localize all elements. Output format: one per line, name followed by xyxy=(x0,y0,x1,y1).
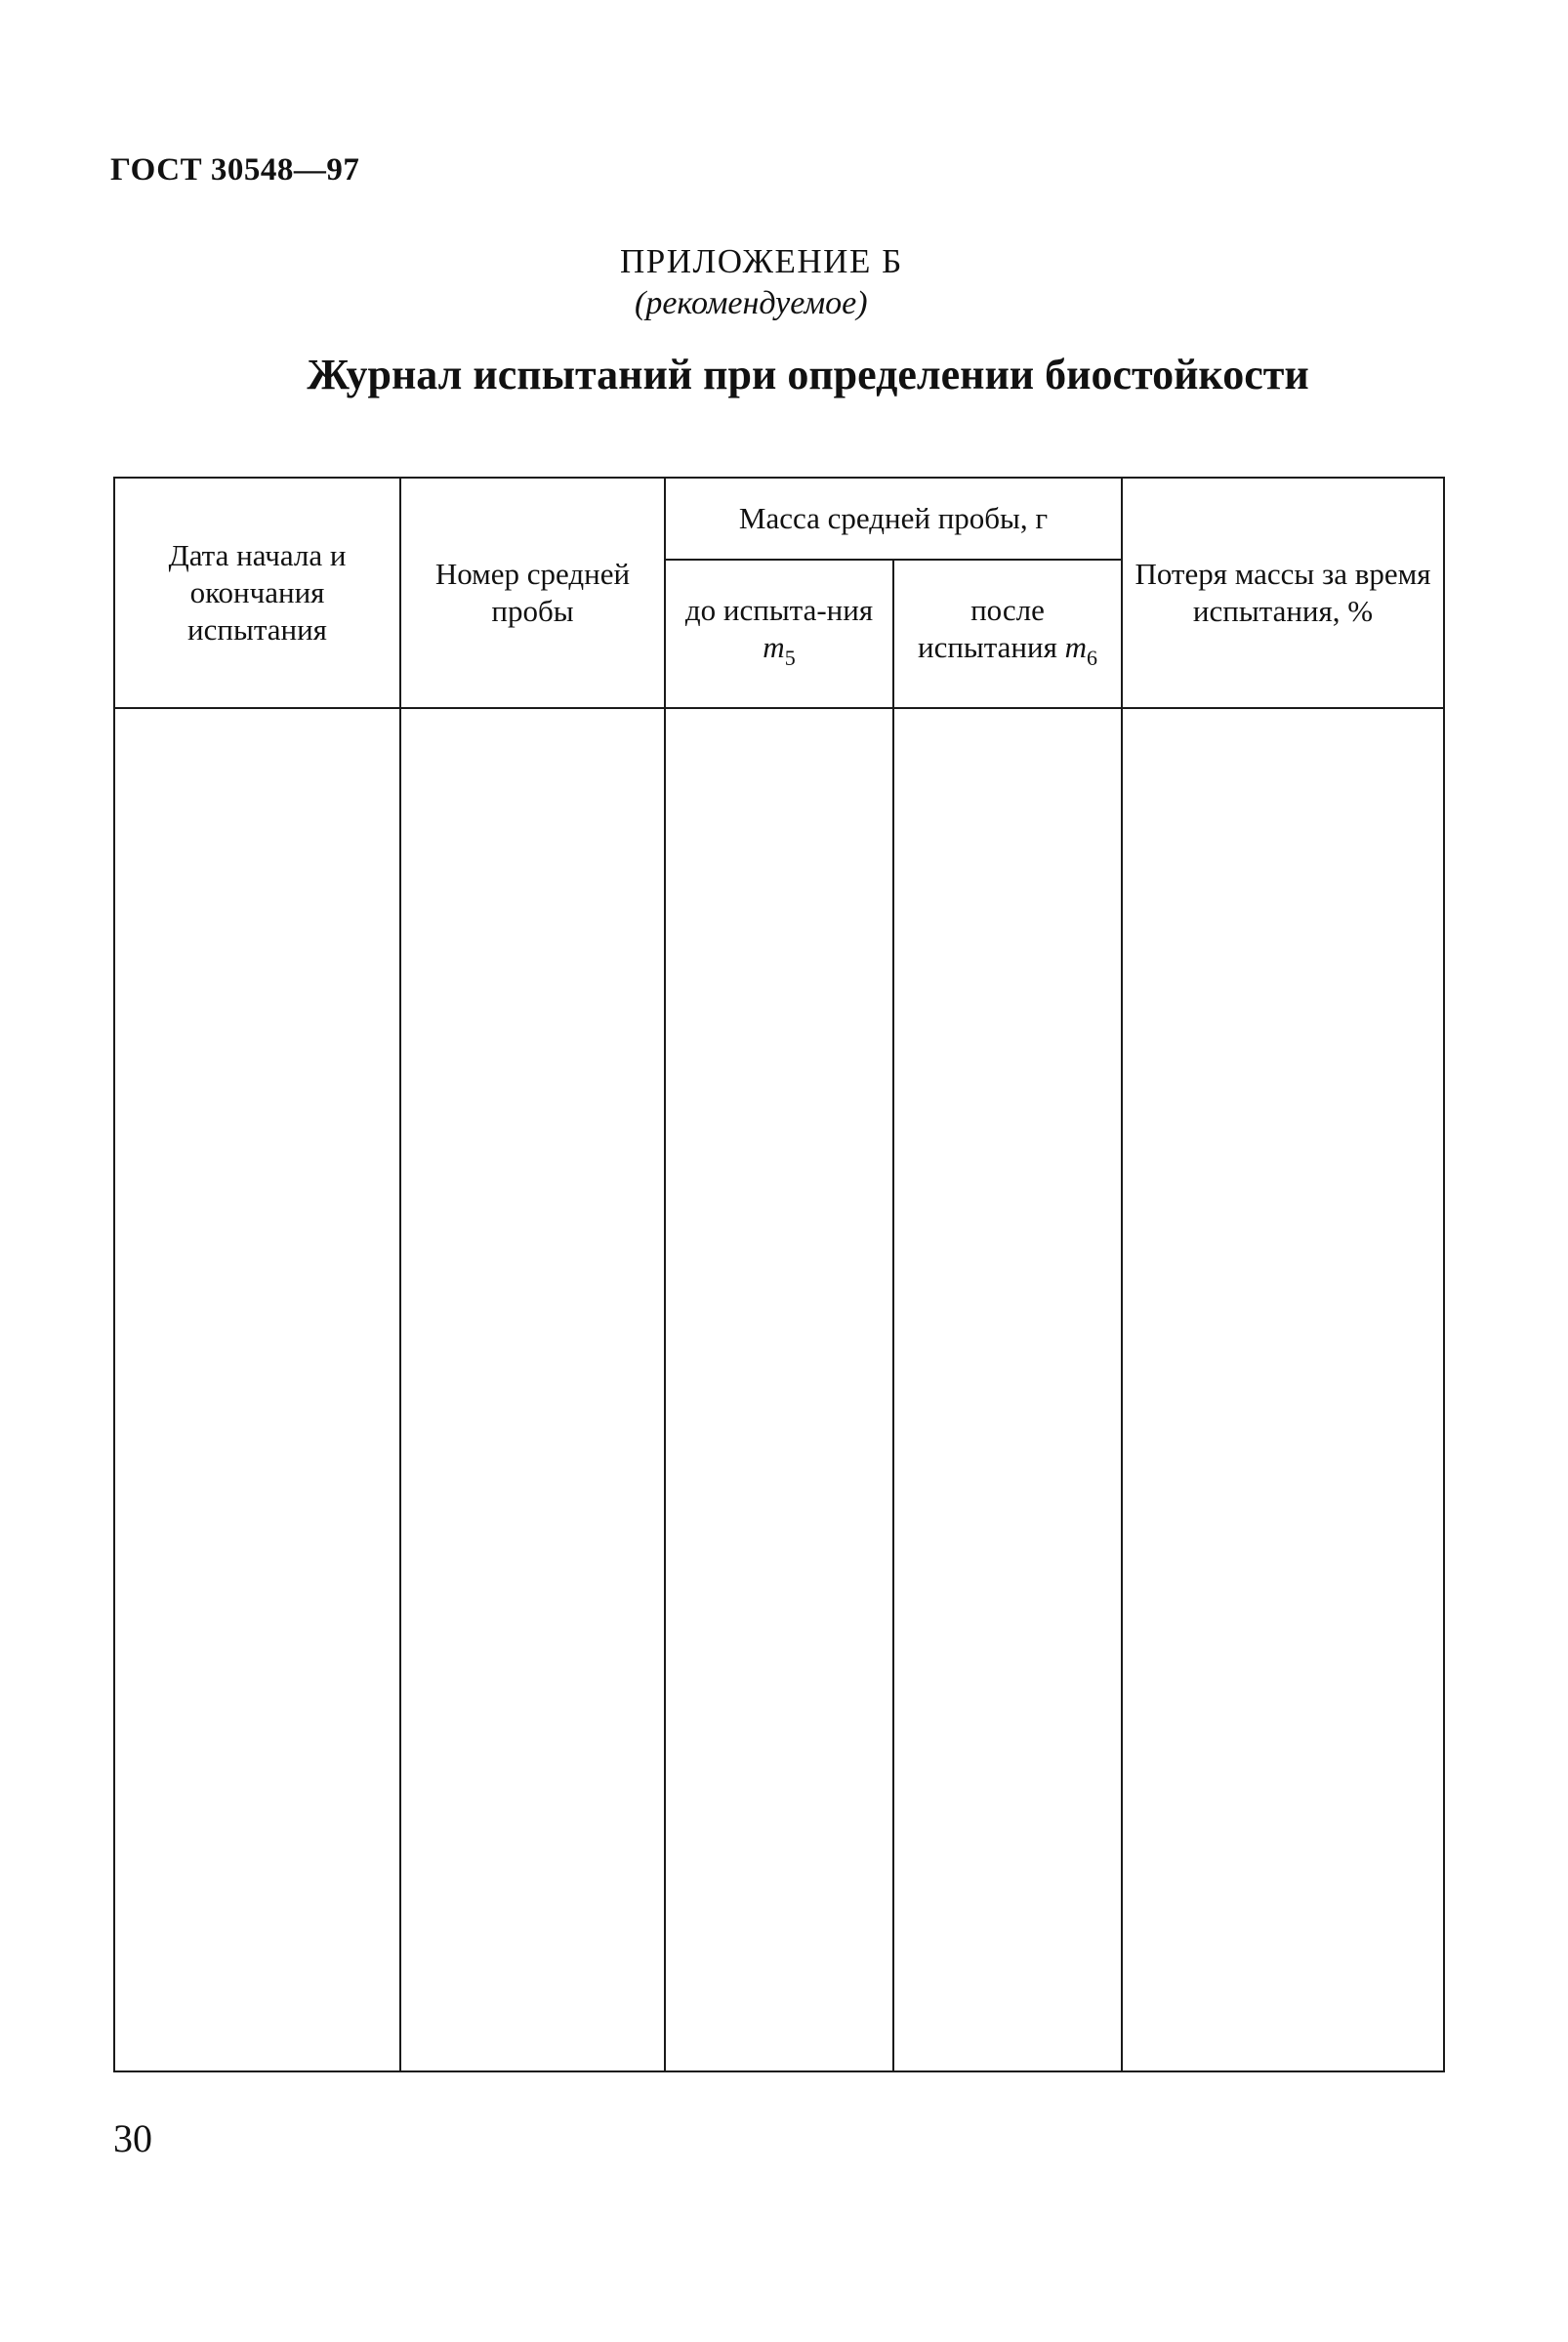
page-title: Журнал испытаний при определении биостойкости xyxy=(307,351,1309,398)
header-mass-loss-label: Потеря массы за время испытания, % xyxy=(1135,557,1431,628)
header-mass-before-label: до испыта-ния xyxy=(684,592,874,627)
mass-before-subscript: 5 xyxy=(784,645,796,670)
appendix-title: ПРИЛОЖЕНИЕ Б xyxy=(620,242,903,280)
appendix-note: (рекомендуемое) xyxy=(635,285,868,321)
mass-after-subscript: 6 xyxy=(1087,645,1098,670)
table-cell-mass-after xyxy=(893,708,1122,2071)
table-cell-mass-loss xyxy=(1122,708,1444,2071)
table-cell-sample-number xyxy=(400,708,665,2071)
document-code: ГОСТ 30548—97 xyxy=(110,152,360,188)
table-cell-mass-before xyxy=(665,708,893,2071)
header-mass-after xyxy=(893,560,1122,708)
header-date xyxy=(114,478,400,708)
header-mass-before xyxy=(665,560,893,708)
table-header-row xyxy=(114,478,1444,560)
header-mass-group xyxy=(665,478,1122,560)
table-cell-date xyxy=(114,708,400,2071)
header-mass-group-label: Масса средней пробы, г xyxy=(738,501,1049,535)
table-row xyxy=(114,708,1444,2071)
header-sample-number xyxy=(400,478,665,708)
mass-before-symbol: m xyxy=(763,629,785,664)
header-sample-number-label: Номер средней пробы xyxy=(434,557,631,628)
header-mass-before-content xyxy=(666,592,892,677)
header-mass-loss xyxy=(1122,478,1444,708)
header-mass-after-label: после испытания xyxy=(917,592,1057,664)
mass-after-symbol: m xyxy=(1064,629,1088,664)
test-journal-table xyxy=(113,477,1445,2072)
header-mass-after-content xyxy=(894,592,1121,677)
header-date-label: Дата начала и окончания испытания xyxy=(168,538,347,647)
page-number: 30 xyxy=(113,2116,152,2160)
